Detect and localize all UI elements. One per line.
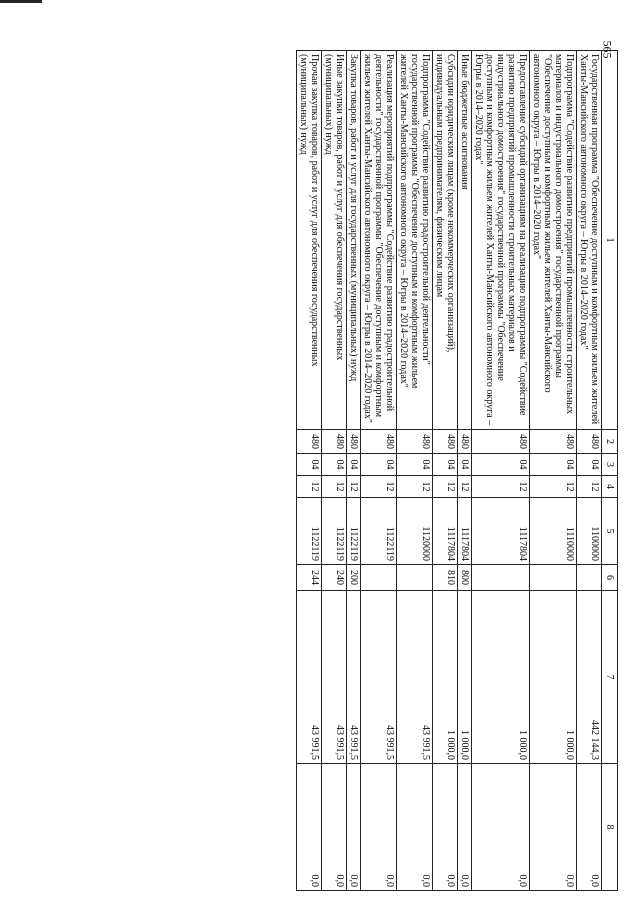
value-cell-c6 — [361, 565, 397, 591]
row-name-cell: Субсидии юридическим лицам (кроме некоммерческих организаций), индивидуальным предпринимателям, физическим лицам — [433, 51, 458, 430]
value-cell-c7: 43 991,5 — [397, 591, 433, 764]
value-cell-c8: 0,0 — [472, 764, 530, 891]
row-name-cell: Предоставление субсидий организациям на реализацию подпрограммы "Содействие развитию предприятий промышленности строительных материалов и индустриального домостроения" государственной программы "Обеспечение доступным и комфортным жильем жителей Ханты-Мансийского автономного округа – Югры в 2014–2020 годах" — [472, 51, 530, 430]
table-row — [458, 51, 472, 891]
value-cell-c3: 04 — [347, 454, 361, 476]
value-cell-c8: 0,0 — [530, 764, 577, 891]
value-cell-c3: 04 — [361, 454, 397, 476]
value-cell-c6 — [530, 565, 577, 591]
value-cell-c4: 12 — [361, 476, 397, 498]
value-cell-c3: 04 — [322, 454, 347, 476]
table-row — [397, 51, 433, 891]
table-row — [297, 51, 322, 891]
rotated-table-container — [82, 50, 618, 890]
value-cell-c2: 480 — [397, 430, 433, 454]
table-row — [472, 51, 530, 891]
value-cell-c4: 12 — [297, 476, 322, 498]
table-row — [433, 51, 458, 891]
value-cell-c5: 1117804 — [458, 498, 472, 565]
value-cell-c4: 12 — [397, 476, 433, 498]
value-cell-c8: 0,0 — [397, 764, 433, 891]
value-cell-c2: 480 — [530, 430, 577, 454]
value-cell-c8: 0,0 — [322, 764, 347, 891]
value-cell-c8: 0,0 — [347, 764, 361, 891]
value-cell-c5: 1122119 — [361, 498, 397, 565]
row-name-cell: Подпрограмма "Содействие развитию предприятий промышленности строительных материалов и индустриального домостроения" государственной программы "Обеспечение доступным и комфортным жильем жителей Ханты-Мансийского автономного округа – Югры в 2014–2020 годах" — [530, 51, 577, 430]
page-number: 565 — [600, 40, 615, 59]
value-cell-c5: 1100000 — [577, 498, 602, 565]
value-cell-c3: 04 — [458, 454, 472, 476]
value-cell-c2: 480 — [322, 430, 347, 454]
value-cell-c5: 1117804 — [472, 498, 530, 565]
scan-edge-mark — [0, 0, 42, 3]
value-cell-c3: 04 — [530, 454, 577, 476]
row-name-cell: Государственная программа "Обеспечение доступным и комфортным жильем жителей Ханты-Мансийского автономного округа – Югры в 2014–2020 годах" — [577, 51, 602, 430]
value-cell-c2: 480 — [361, 430, 397, 454]
value-cell-c5: 1117804 — [433, 498, 458, 565]
value-cell-c4: 12 — [472, 476, 530, 498]
value-cell-c8: 0,0 — [433, 764, 458, 891]
value-cell-c6 — [472, 565, 530, 591]
value-cell-c2: 480 — [458, 430, 472, 454]
value-cell-c5: 1122119 — [322, 498, 347, 565]
table-row — [361, 51, 397, 891]
budget-table — [296, 50, 618, 891]
value-cell-c7: 442 144,3 — [577, 591, 602, 764]
value-cell-c8: 0,0 — [577, 764, 602, 891]
value-cell-c2: 480 — [297, 430, 322, 454]
value-cell-c7: 43 991,5 — [361, 591, 397, 764]
table-row — [347, 51, 361, 891]
value-cell-c2: 480 — [472, 430, 530, 454]
value-cell-c4: 12 — [433, 476, 458, 498]
value-cell-c7: 1 000,0 — [458, 591, 472, 764]
value-cell-c5: 1122119 — [347, 498, 361, 565]
value-cell-c5: 1110000 — [530, 498, 577, 565]
value-cell-c4: 12 — [458, 476, 472, 498]
value-cell-c3: 04 — [433, 454, 458, 476]
value-cell-c7: 1 000,0 — [472, 591, 530, 764]
value-cell-c7: 43 991,5 — [322, 591, 347, 764]
header-cell: 2 — [602, 430, 618, 454]
value-cell-c6: 810 — [433, 565, 458, 591]
value-cell-c4: 12 — [530, 476, 577, 498]
header-cell: 1 — [602, 51, 618, 430]
value-cell-c6: 240 — [322, 565, 347, 591]
value-cell-c2: 480 — [433, 430, 458, 454]
row-name-cell: Закупка товаров, работ и услуг для государственных (муниципальных) нужд — [347, 51, 361, 430]
value-cell-c7: 1 000,0 — [433, 591, 458, 764]
value-cell-c3: 04 — [397, 454, 433, 476]
header-cell: 4 — [602, 476, 618, 498]
value-cell-c6: 200 — [347, 565, 361, 591]
value-cell-c7: 1 000,0 — [530, 591, 577, 764]
value-cell-c6 — [397, 565, 433, 591]
value-cell-c2: 480 — [347, 430, 361, 454]
value-cell-c5: 1122119 — [297, 498, 322, 565]
value-cell-c3: 04 — [577, 454, 602, 476]
value-cell-c8: 0,0 — [297, 764, 322, 891]
value-cell-c3: 04 — [472, 454, 530, 476]
value-cell-c8: 0,0 — [361, 764, 397, 891]
table-header-row — [602, 51, 618, 891]
value-cell-c4: 12 — [322, 476, 347, 498]
value-cell-c6: 244 — [297, 565, 322, 591]
value-cell-c6: 800 — [458, 565, 472, 591]
row-name-cell: Прочая закупка товаров, работ и услуг для обеспечения государственных (муниципальных) нужд — [297, 51, 322, 430]
table-row — [322, 51, 347, 891]
header-cell: 3 — [602, 454, 618, 476]
value-cell-c2: 480 — [577, 430, 602, 454]
table-row — [530, 51, 577, 891]
value-cell-c4: 12 — [347, 476, 361, 498]
value-cell-c7: 43 991,5 — [297, 591, 322, 764]
row-name-cell: Реализация мероприятий подпрограммы "Содействие развитию градостроительной деятельности" государственной программы "Обеспечение доступным и комфортным жильем жителей Ханты-Мансийского автономного округа – Югры в 2014–2020 годах" — [361, 51, 397, 430]
value-cell-c3: 04 — [297, 454, 322, 476]
row-name-cell: Иные закупки товаров, работ и услуг для обеспечения государственных (муниципальных) нужд — [322, 51, 347, 430]
header-cell: 8 — [602, 764, 618, 891]
row-name-cell: Иные бюджетные ассигнования — [458, 51, 472, 430]
header-cell: 5 — [602, 498, 618, 565]
value-cell-c6 — [577, 565, 602, 591]
header-cell: 7 — [602, 591, 618, 764]
table-row — [577, 51, 602, 891]
value-cell-c5: 1120000 — [397, 498, 433, 565]
row-name-cell: Подпрограмма "Содействие развитию градостроительной деятельности" государственной программы "Обеспечение доступным и комфортным жильем жителей Ханты-Мансийского автономного округа – Югры в 2014–2020 годах" — [397, 51, 433, 430]
header-cell: 6 — [602, 565, 618, 591]
value-cell-c8: 0,0 — [458, 764, 472, 891]
value-cell-c4: 12 — [577, 476, 602, 498]
value-cell-c7: 43 991,5 — [347, 591, 361, 764]
